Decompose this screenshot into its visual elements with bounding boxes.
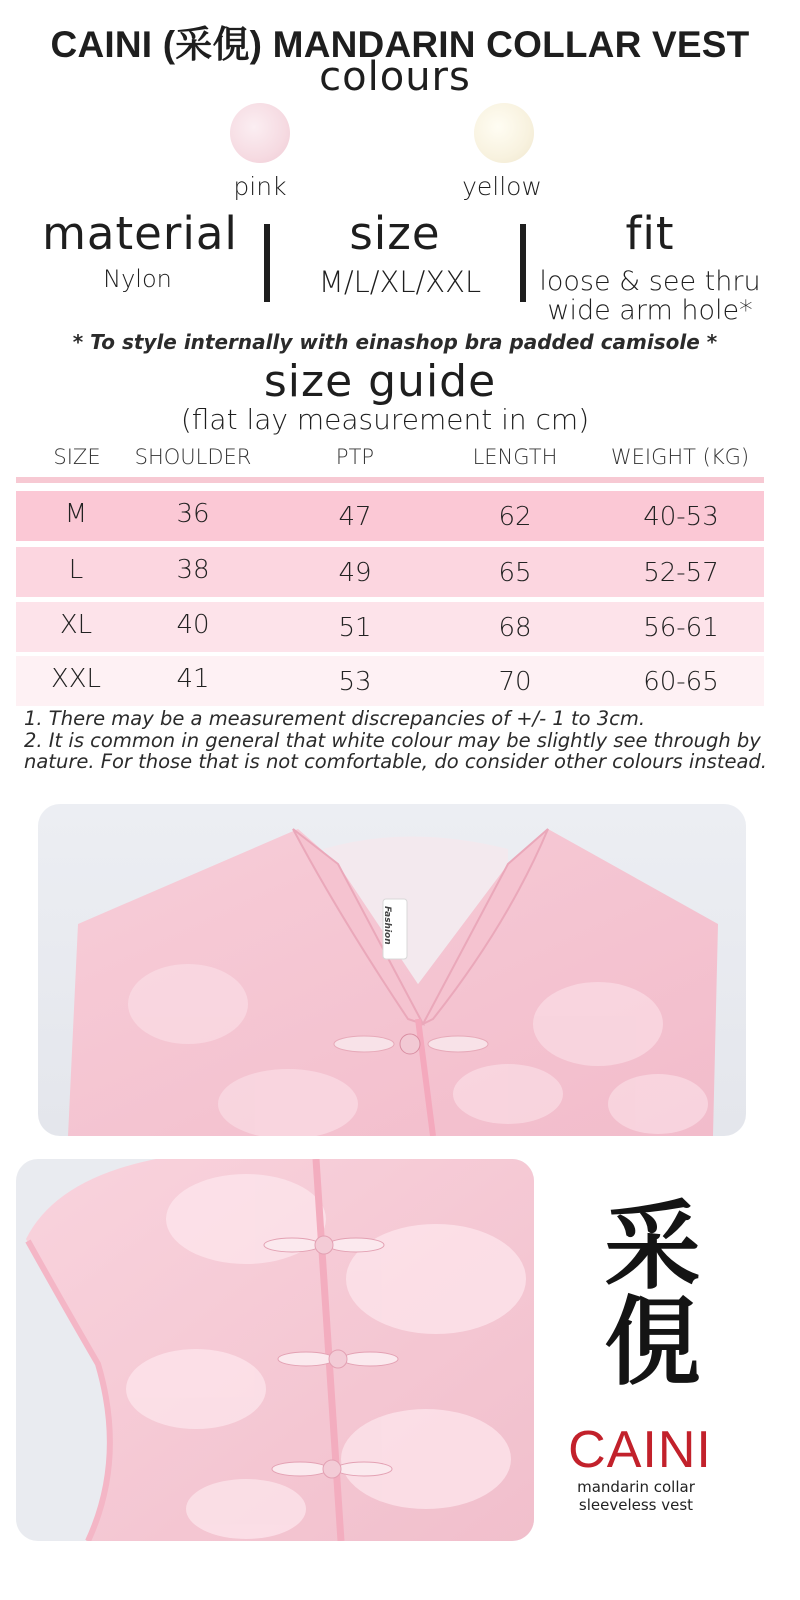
product-photo-buttons bbox=[16, 1159, 534, 1541]
cell-length: 68 bbox=[498, 613, 532, 643]
cell-length: 65 bbox=[498, 558, 532, 588]
cell-length: 70 bbox=[498, 667, 532, 697]
footnotes bbox=[24, 708, 794, 773]
yellow-swatch-label: yellow bbox=[462, 172, 542, 201]
cell-ptp: 53 bbox=[338, 667, 372, 697]
fit-heading: fit bbox=[625, 207, 675, 260]
cell-ptp: 51 bbox=[338, 613, 372, 643]
brand-chinese-text: 采俔 bbox=[589, 1195, 702, 1387]
cell-size: XXL bbox=[50, 664, 102, 694]
cell-shoulder: 41 bbox=[176, 664, 210, 694]
colours-heading: colours bbox=[319, 54, 471, 100]
size-heading: size bbox=[349, 207, 441, 260]
cell-ptp: 47 bbox=[338, 502, 372, 532]
divider-right bbox=[520, 224, 526, 302]
collar-photo-graphic bbox=[38, 804, 746, 1136]
table-row bbox=[16, 602, 764, 652]
product-photo-collar bbox=[38, 804, 746, 1136]
cell-shoulder: 38 bbox=[176, 555, 210, 585]
product-title: CAINI (采俔) MANDARIN COLLAR VEST bbox=[50, 24, 750, 65]
cell-ptp: 49 bbox=[338, 558, 372, 588]
brand-tagline-line2: sleeveless vest bbox=[578, 1496, 694, 1514]
brand-wordmark: CAINI bbox=[568, 1421, 712, 1479]
buttons-photo-graphic bbox=[16, 1159, 534, 1541]
size-guide-subtitle: (flat lay measurement in cm) bbox=[180, 403, 590, 436]
brand-tagline-line1: mandarin collar bbox=[577, 1478, 695, 1496]
size-value: M/L/XL/XXL bbox=[318, 265, 482, 299]
cell-shoulder: 40 bbox=[176, 610, 210, 640]
style-note: * To style internally with einashop bra padded camisole * bbox=[72, 330, 718, 354]
divider-left bbox=[264, 224, 270, 302]
table-row bbox=[16, 547, 764, 597]
column-header-shoulder: SHOULDER bbox=[134, 445, 252, 469]
cell-size: XL bbox=[59, 610, 93, 640]
cell-weight: 56-61 bbox=[643, 613, 719, 643]
cell-shoulder: 36 bbox=[176, 499, 210, 529]
fit-value-line1: loose & see thru bbox=[539, 266, 761, 297]
column-header-weight: WEIGHT (KG) bbox=[610, 445, 750, 469]
table-row bbox=[16, 491, 764, 541]
cell-weight: 60-65 bbox=[643, 667, 719, 697]
footnote-1: 1. There may be a measurement discrepancies of +/- 1 to 3cm. bbox=[24, 707, 646, 730]
brand-tagline bbox=[540, 1478, 732, 1514]
column-header-ptp: PTP bbox=[335, 445, 375, 469]
material-value: Nylon bbox=[103, 265, 172, 293]
cell-size: L bbox=[68, 555, 84, 585]
pink-swatch bbox=[230, 103, 290, 163]
column-header-size: SIZE bbox=[53, 445, 101, 469]
garment-tag-text: Fashion bbox=[382, 906, 392, 945]
fit-value-line2: wide arm hole* bbox=[547, 295, 753, 326]
cell-weight: 40-53 bbox=[643, 502, 719, 532]
yellow-swatch bbox=[474, 103, 534, 163]
cell-length: 62 bbox=[498, 502, 532, 532]
footnote-2: 2. It is common in general that white colour may be slightly see through by nature. For those that is not comfortable, do consider other colours instead. bbox=[24, 728, 767, 773]
pink-swatch-label: pink bbox=[233, 172, 287, 201]
material-heading: material bbox=[42, 207, 238, 260]
brand-chinese-logo bbox=[565, 1195, 725, 1387]
table-row bbox=[16, 656, 764, 706]
header-underline bbox=[16, 477, 764, 483]
column-header-length: LENGTH bbox=[472, 445, 558, 469]
cell-weight: 52-57 bbox=[643, 558, 719, 588]
cell-size: M bbox=[64, 499, 88, 529]
size-guide-title: size guide bbox=[263, 356, 497, 407]
